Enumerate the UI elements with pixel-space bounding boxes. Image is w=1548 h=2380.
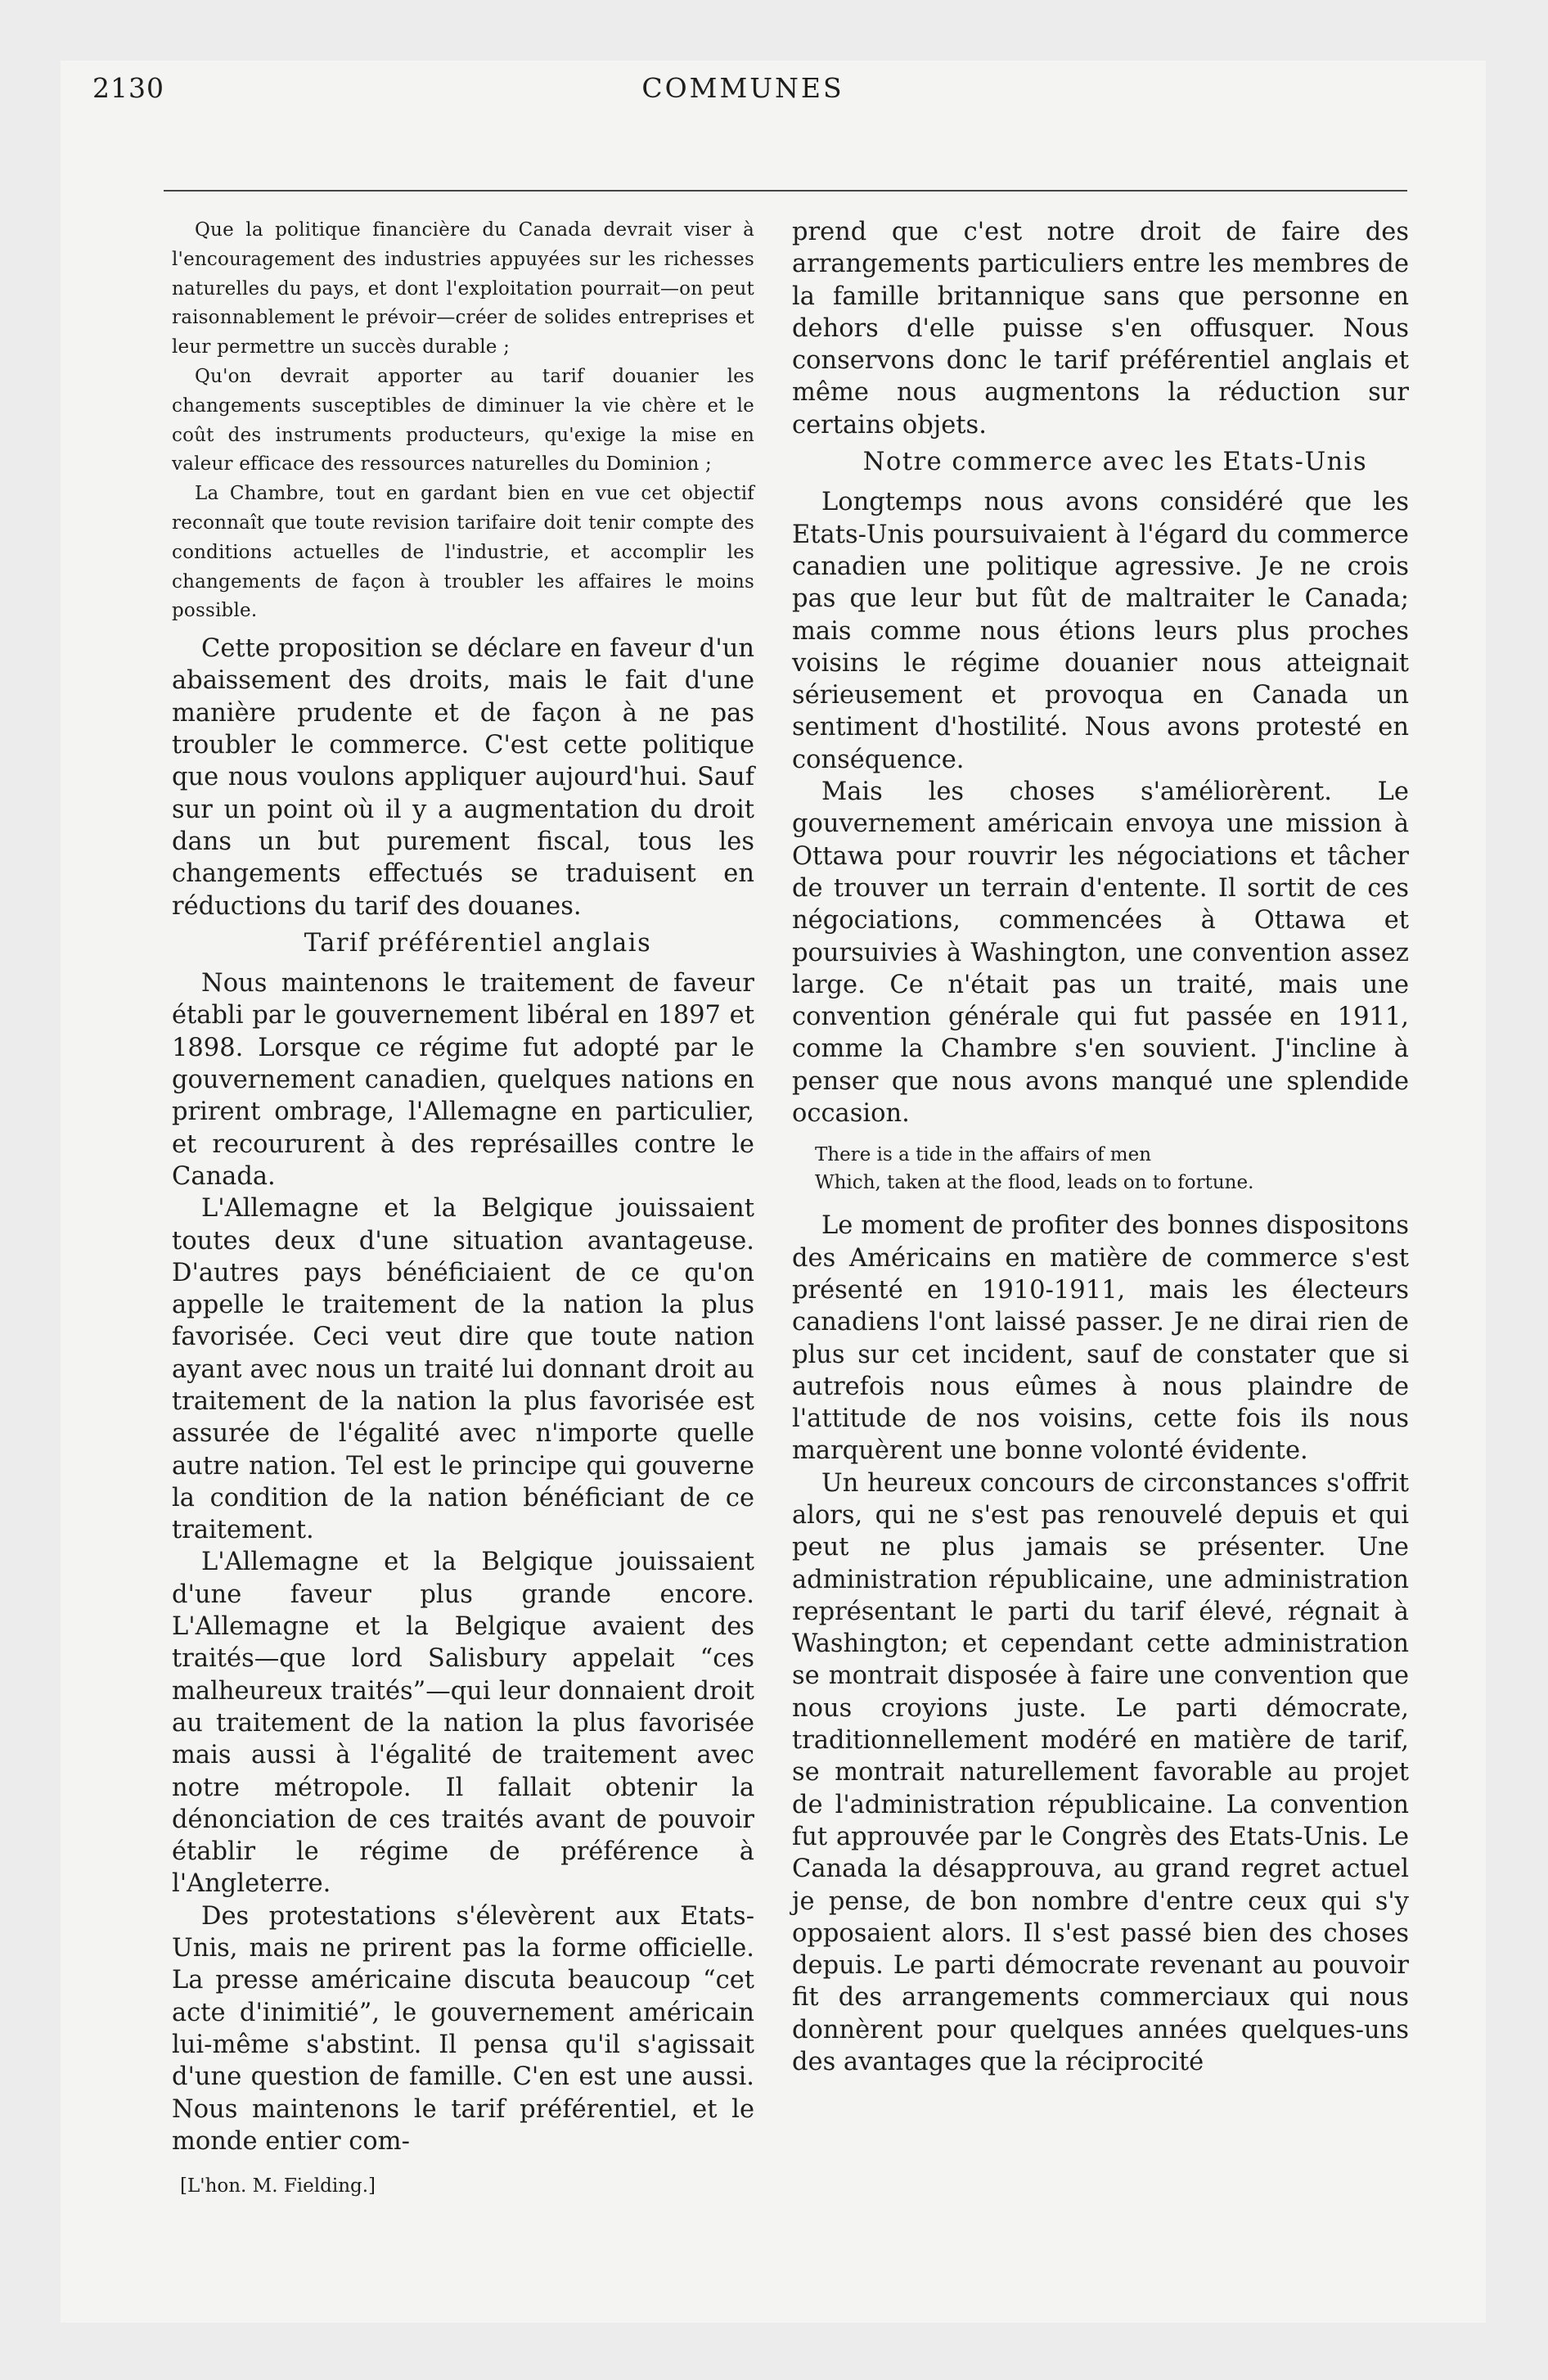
body-paragraph: prend que c'est notre droit de faire des arrangements particuliers entre les membres de la famille britannique sans que personne en dehors d'elle puisse s'en offusquer. Nous conservons donc le tarif préférentiel anglais et même nous augmentons la réduction sur certains objets. (792, 218, 1409, 439)
body-paragraph: Un heureux concours de circonstances s'offrit alors, qui ne s'est pas renouvelé depuis et qui peut ne plus jamais se présenter. Une administration républicaine, une administration représentant le parti du tarif élevé, régnait à Washington; et cependant cette administration se montrait disposée à faire une convention que nous croyions juste. Le parti démocrate, traditionnellement modéré en matière de tarif, se montrait naturellement favorable au projet de l'administration républicaine. La convention fut approuvée par le Congrès des Etats-Unis. Le Canada la désapprouva, au grand regret actuel je pense, de bon nombre d'entre ceux qui s'y opposaient alors. Il s'est passé bien des choses depuis. Le parti démocrate revenant au pouvoir fit des arrangements commerciaux qui nous donnèrent pour quelques années quelques-uns des avantages que la réciprocité (792, 1468, 1409, 2077)
poem-quote (792, 1141, 1409, 1197)
body-paragraph: Cette proposition se déclare en faveur d'un abaissement des droits, mais le fait d'une manière prudente et de façon à ne pas troubler le commerce. C'est cette politique que nous voulons appliquer aujourd'hui. Sauf sur un point où il y a augmentation du droit dans un but purement fiscal, tous les changements effectués se traduisent en réductions du tarif des douanes. (172, 634, 754, 921)
page-header (92, 72, 1393, 111)
poem-line: There is a tide in the affairs of men (815, 1144, 1152, 1166)
quote-paragraph: Qu'on devrait apporter au tarif douanier les changements susceptibles de diminuer la vie chère et le coût des instruments producteurs, qu'exige la mise en valeur efficace des ressources naturelles du Dominion ; (172, 365, 754, 476)
right-column (792, 216, 1409, 2078)
left-column (172, 216, 754, 2157)
body-paragraph: L'Allemagne et la Belgique jouissaient toutes deux d'une situation avantageuse. D'autres pays bénéficiaient de ce qu'on appelle le traitement de la nation la plus favorisée. Ceci veut dire que toute nation ayant avec nous un traité lui donnant droit au traitement de la nation la plus favorisée est assurée de l'égalité avec n'importe quelle autre nation. Tel est le principe qui gouverne la condition de la nation bénéficiant de ce traitement. (172, 1194, 754, 1545)
poem-line: Which, taken at the flood, leads on to fortune. (815, 1172, 1254, 1194)
body-paragraph: L'Allemagne et la Belgique jouissaient d'une faveur plus grande encore. L'Allemagne et la Belgique avaient des traités—que lord Salisbury appelait “ces malheureux traités”—qui leur donnaient droit au traitement de la nation la plus favorisée mais aussi à l'égalité de traitement avec notre métropole. Il fallait obtenir la dénonciation de ces traités avant de pouvoir établir le régime de préférence à l'Angleterre. (172, 1548, 754, 1899)
body-paragraph: Nous maintenons le traitement de faveur établi par le gouvernement libéral en 1897 et 1898. Lorsque ce régime fut adopté par le gouvernement canadien, quelques nations en prirent ombrage, l'Allemagne en particulier, et recoururent à des représailles contre le Canada. (172, 969, 754, 1191)
section-heading: Tarif préférentiel anglais (304, 928, 652, 958)
running-title: COMMUNES (641, 72, 844, 104)
quote-paragraph: La Chambre, tout en gardant bien en vue cet objectif reconnaît que toute revision tarifaire doit tenir compte des conditions actuelles de l'industrie, et accomplir les changements de façon à troubler les affaires le moins possible. (172, 483, 754, 622)
motion-quote (172, 216, 754, 626)
page-number: 2130 (92, 72, 164, 104)
speaker-attribution: [L'hon. M. Fielding.] (180, 2175, 376, 2197)
header-rule (164, 190, 1407, 192)
section-heading: Notre commerce avec les Etats-Unis (862, 448, 1368, 477)
body-paragraph: Des protestations s'élevèrent aux Etats-Unis, mais ne prirent pas la forme officielle. La presse américaine discuta beaucoup “cet acte d'inimitié”, le gouvernement américain lui-même s'abstint. Il pensa qu'il s'agissait d'une question de famille. C'en est une aussi. Nous maintenons le tarif préférentiel, et le monde entier com- (172, 1901, 754, 2156)
quote-paragraph: Que la politique financière du Canada devrait viser à l'encouragement des industries appuyées sur les richesses naturelles du pays, et dont l'exploitation pourrait—on peut raisonnablement le prévoir—créer de solides entreprises et leur permettre un succès durable ; (172, 219, 754, 358)
body-paragraph: Longtemps nous avons considéré que les Etats-Unis poursuivaient à l'égard du commerce canadien une politique agressive. Je ne crois pas que leur but fût de maltraiter le Canada; mais comme nous étions leurs plus proches voisins le régime douanier nous atteignait sérieusement et provoqua en Canada un sentiment d'hostilité. Nous avons protesté en conséquence. (792, 488, 1409, 774)
body-paragraph: Mais les choses s'améliorèrent. Le gouvernement américain envoya une mission à Ottawa pour rouvrir les négociations et tâcher de trouver un terrain d'entente. Il sortit de ces négociations, commencées à Ottawa et poursuivies à Washington, une convention assez large. Ce n'était pas un traité, mais une convention générale qui fut passée en 1911, comme la Chambre s'en souvient. J'incline à penser que nous avons manqué une splendide occasion. (792, 778, 1409, 1129)
body-paragraph: Le moment de profiter des bonnes dispositons des Américains en matière de commerce s'est présenté en 1910-1911, mais les électeurs canadiens l'ont laissé passer. Je ne dirai rien de plus sur cet incident, sauf de constater que si autrefois nous eûmes à nous plaindre de l'attitude de nos voisins, cette fois ils nous marquèrent une bonne volonté évidente. (792, 1211, 1409, 1466)
